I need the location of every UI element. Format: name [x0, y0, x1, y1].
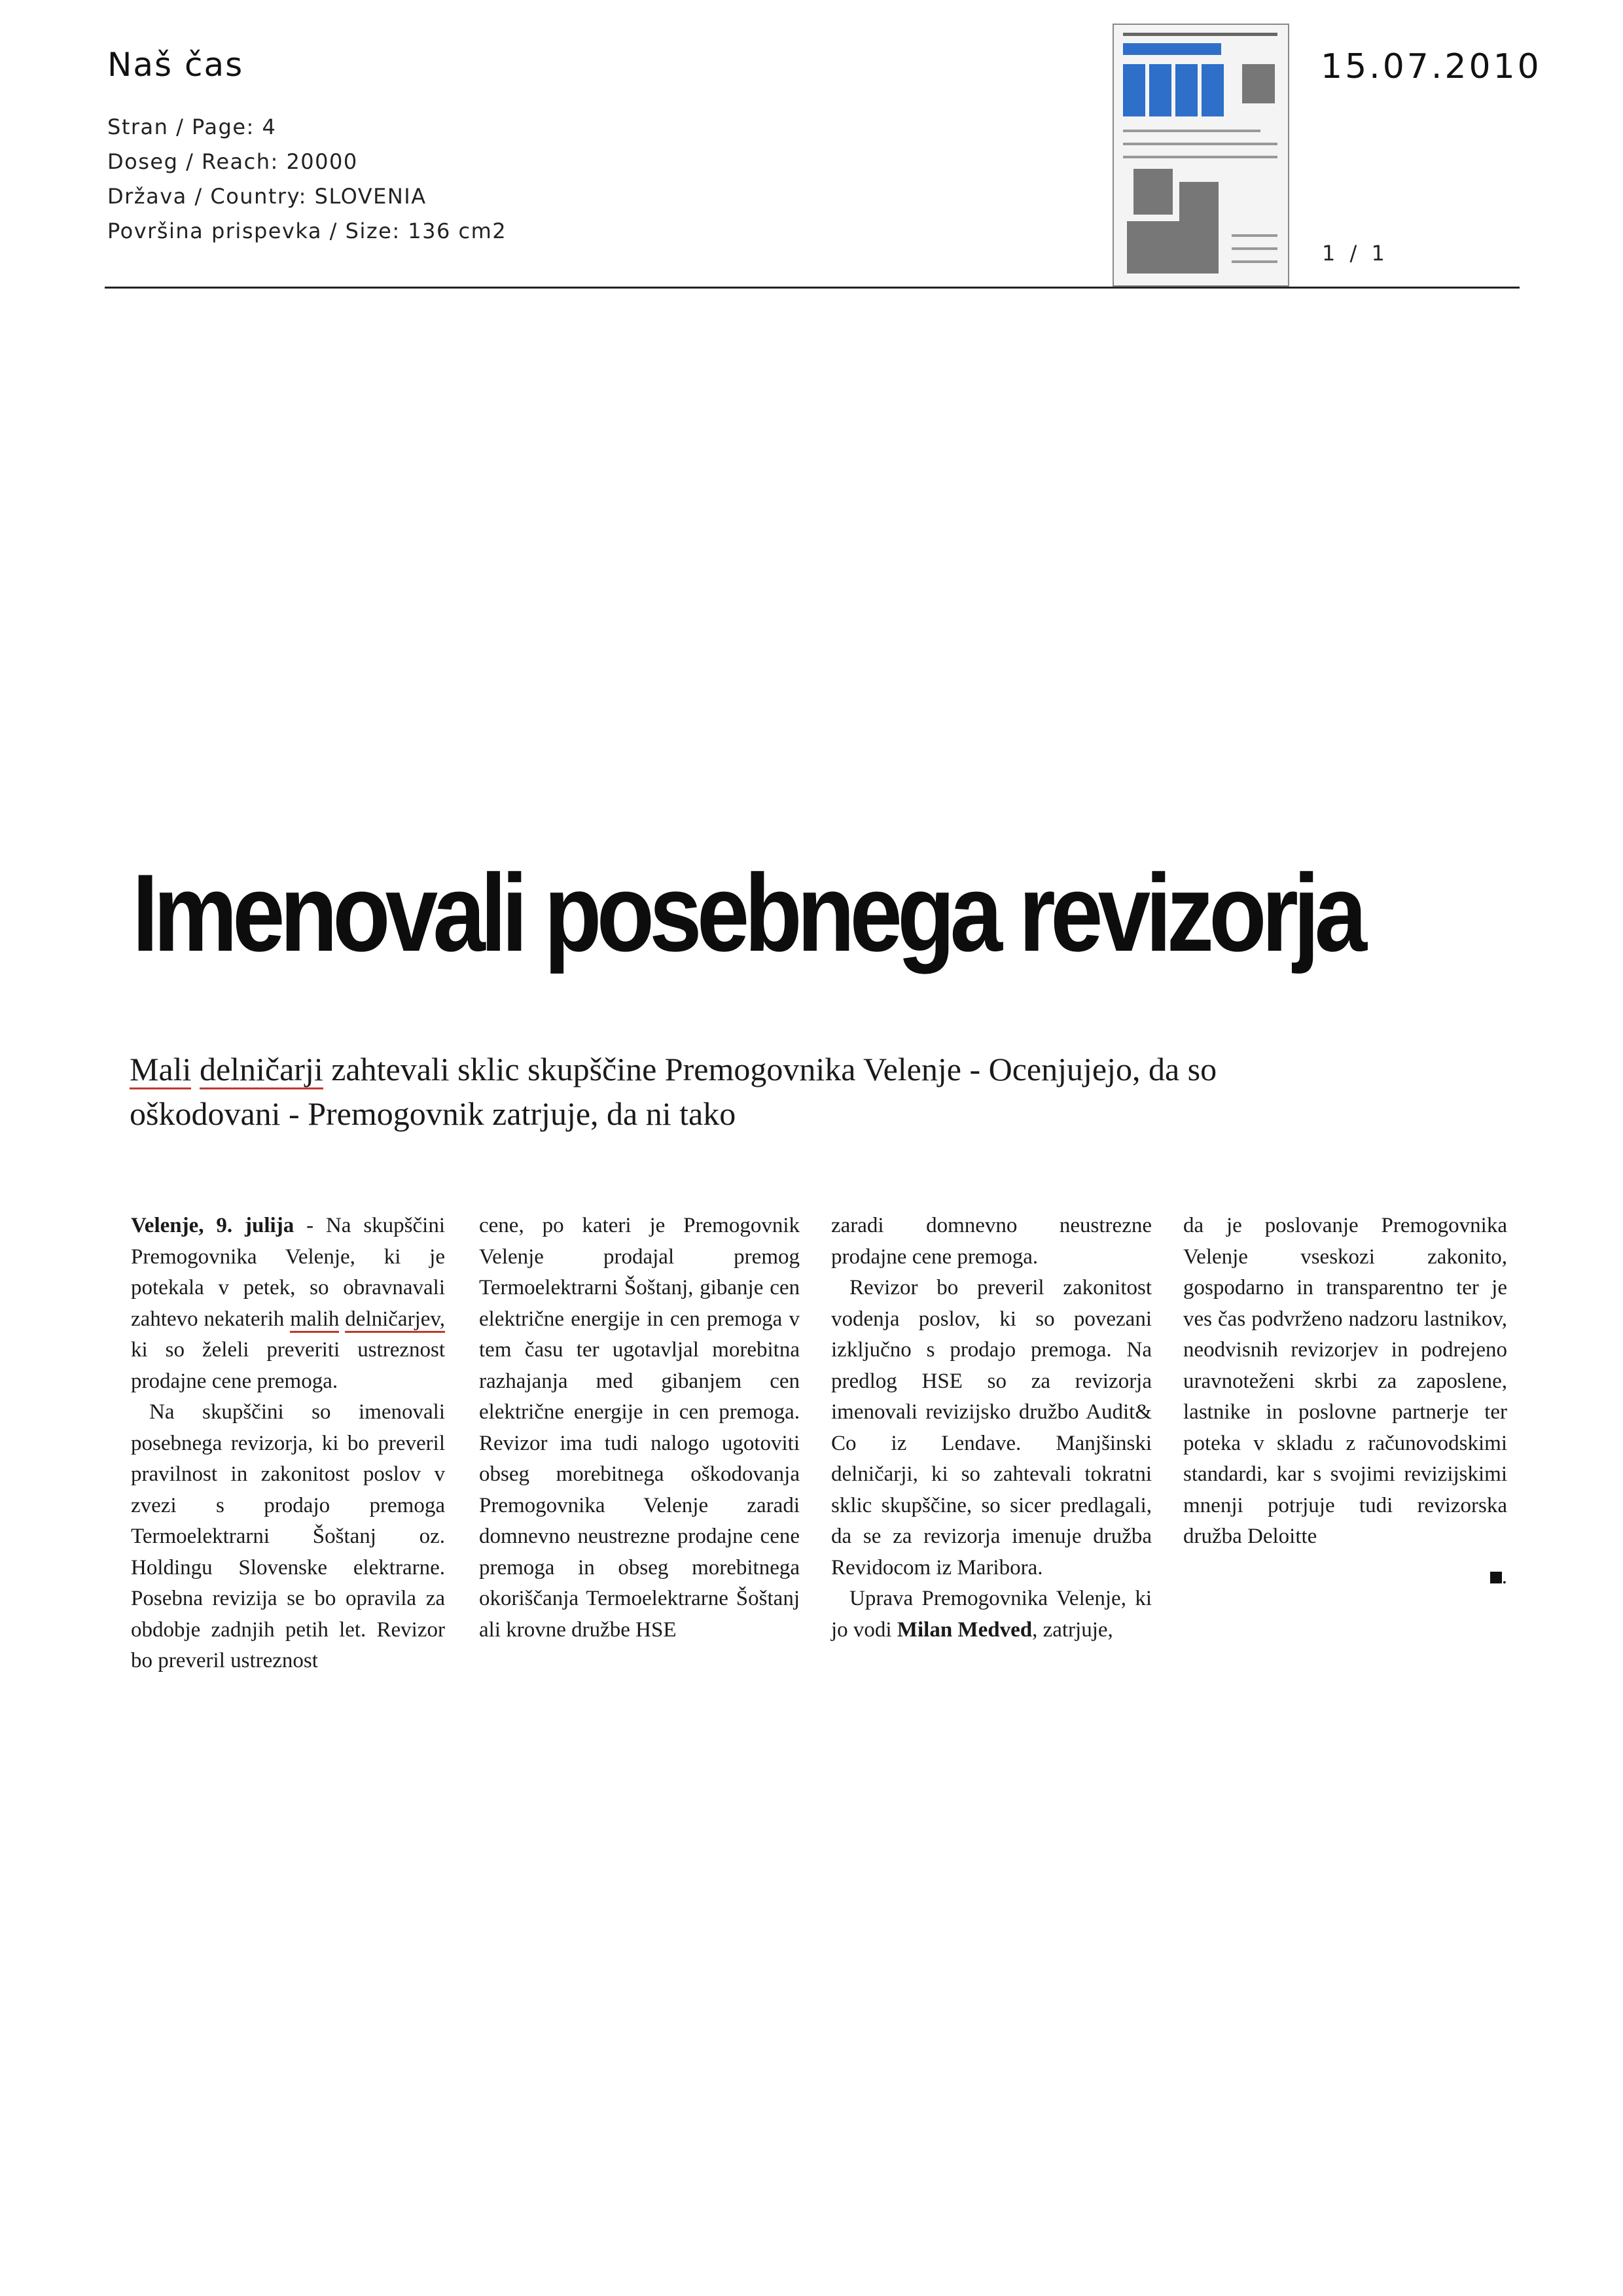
end-mark-line [1183, 1562, 1507, 1593]
header-divider [105, 287, 1520, 289]
person-name: Milan Medved [897, 1617, 1033, 1642]
underlined-word: malih [290, 1307, 339, 1333]
thumbnail-line [1232, 247, 1277, 250]
subtitle-space [191, 1051, 200, 1087]
thumbnail-line [1123, 156, 1277, 158]
thumbnail-photo [1133, 169, 1173, 215]
thumbnail-line [1123, 143, 1277, 145]
thumbnail-block [1149, 64, 1171, 116]
article-headline: Imenovali posebnega revizorja [132, 851, 1363, 974]
paragraph: cene, po kateri je Premogovnik Velenje prodajal premog Termoelektrarni Šoštanj, gibanje cen električne energije in cen premoga v tem času ter ugotavljal morebitna razhajanja med gibanjem cen električne energije in cen premoga. Revizor ima tudi nalogo ugotoviti obseg morebitnega oškodovanja Premogovnika Velenje zaradi domnevno neustrezne prodajne cene premoga in obseg morebitnega okoriščanja Termoelektrarne Šoštanj ali krovne družbe HSE [479, 1214, 800, 1642]
article-column-1 [131, 1210, 445, 1677]
subtitle-text: zahtevali sklic skupščine Premogovnika Velenje - Ocenjujejo, da so oškodovani - Premogovnik zatrjuje, da ni tako [130, 1051, 1217, 1132]
thumbnail-block [1123, 64, 1145, 116]
article-column-2 [479, 1210, 800, 1646]
page-thumbnail [1113, 24, 1289, 287]
space [339, 1307, 345, 1331]
paragraph: zaradi domnevno neustrezne prodajne cene premoga. [831, 1214, 1152, 1269]
subtitle-underlined-word: Mali [130, 1051, 191, 1089]
article-subtitle [130, 1047, 1373, 1136]
page-count: 1 / 1 [1322, 241, 1389, 266]
paragraph: Na skupščini so imenovali posebnega revizorja, ki bo preveril pravilnost in zakonitost poslov v zvezi s prodajo premoga Termoelektrarni Šoštanj oz. Holdingu Slovenske elektrarne. Posebna revizija se bo opravila za obdobje zadnjih petih let. Revizor bo preveril ustreznost [131, 1400, 445, 1672]
paragraph: da je poslovanje Premogovnika Velenje vseskozi zakonito, gospodarno in transparentno ter je ves čas podvrženo nadzoru lastnikov, neodvisnih revizorjev in podrejeno uravnoteženi skrbi za zaposlene, lastnike in poslovne partnerje ter poteka v skladu z računovodskimi standardi, kar s svojimi revizijskimi mnenji potrjuje tudi revizorska družba Deloitte [1183, 1214, 1507, 1548]
thumbnail-line [1232, 260, 1277, 263]
thumbnail-photo [1242, 64, 1275, 103]
thumbnail-line [1123, 130, 1260, 132]
thumbnail-block [1175, 64, 1198, 116]
end-punctuation: . [1501, 1564, 1507, 1589]
paragraph-text: , zatrjuje, [1032, 1617, 1113, 1642]
paragraph: Revizor bo preveril zakonitost vodenja poslov, ki so povezani izključno s prodajo premoga. Na predlog HSE so za revizorja imenovali revizijsko družbo Audit& Co iz Lendave. Manjšinski delničarji, ki so zahtevali tokratni sklic skupščine, so sicer predlagali, da se za revizorja imenuje družba Revidocom iz Maribora. [831, 1276, 1152, 1580]
thumbnail-photo [1127, 221, 1219, 274]
article-column-3 [831, 1210, 1152, 1646]
thumbnail-line [1232, 234, 1277, 237]
publication-date: 15.07.2010 [1321, 47, 1542, 86]
clipping-header [107, 46, 507, 249]
paragraph-text: - Na skupščini Premogovnika Velenje, ki je potekala v petek, so obravnavali zahtevo nekaterih [131, 1214, 445, 1331]
thumbnail-photo [1179, 182, 1219, 221]
paragraph-text: ki so želeli preveriti ustreznost prodajne cene premoga. [131, 1338, 445, 1393]
subtitle-underlined-word: delničarji [200, 1051, 323, 1089]
paragraph [131, 1210, 445, 1397]
paragraph [831, 1583, 1152, 1646]
article-column-4 [1183, 1210, 1507, 1593]
thumbnail-line [1123, 33, 1277, 36]
underlined-word: delničarjev, [345, 1307, 445, 1333]
size-info: Površina prispevka / Size: 136 cm2 [107, 219, 507, 243]
page-info: Stran / Page: 4 [107, 115, 277, 139]
thumbnail-block [1202, 64, 1224, 116]
thumbnail-title-bar [1123, 43, 1221, 55]
reach-info: Doseg / Reach: 20000 [107, 149, 358, 174]
publication-name: Naš čas [107, 46, 244, 84]
dateline: Velenje, 9. julija [131, 1214, 294, 1237]
meta-block [107, 110, 507, 249]
country-info: Država / Country: SLOVENIA [107, 184, 427, 209]
paragraph-text: Uprava Premogovnika Velenje, ki jo vodi [831, 1587, 1152, 1642]
end-mark-icon [1490, 1572, 1502, 1583]
